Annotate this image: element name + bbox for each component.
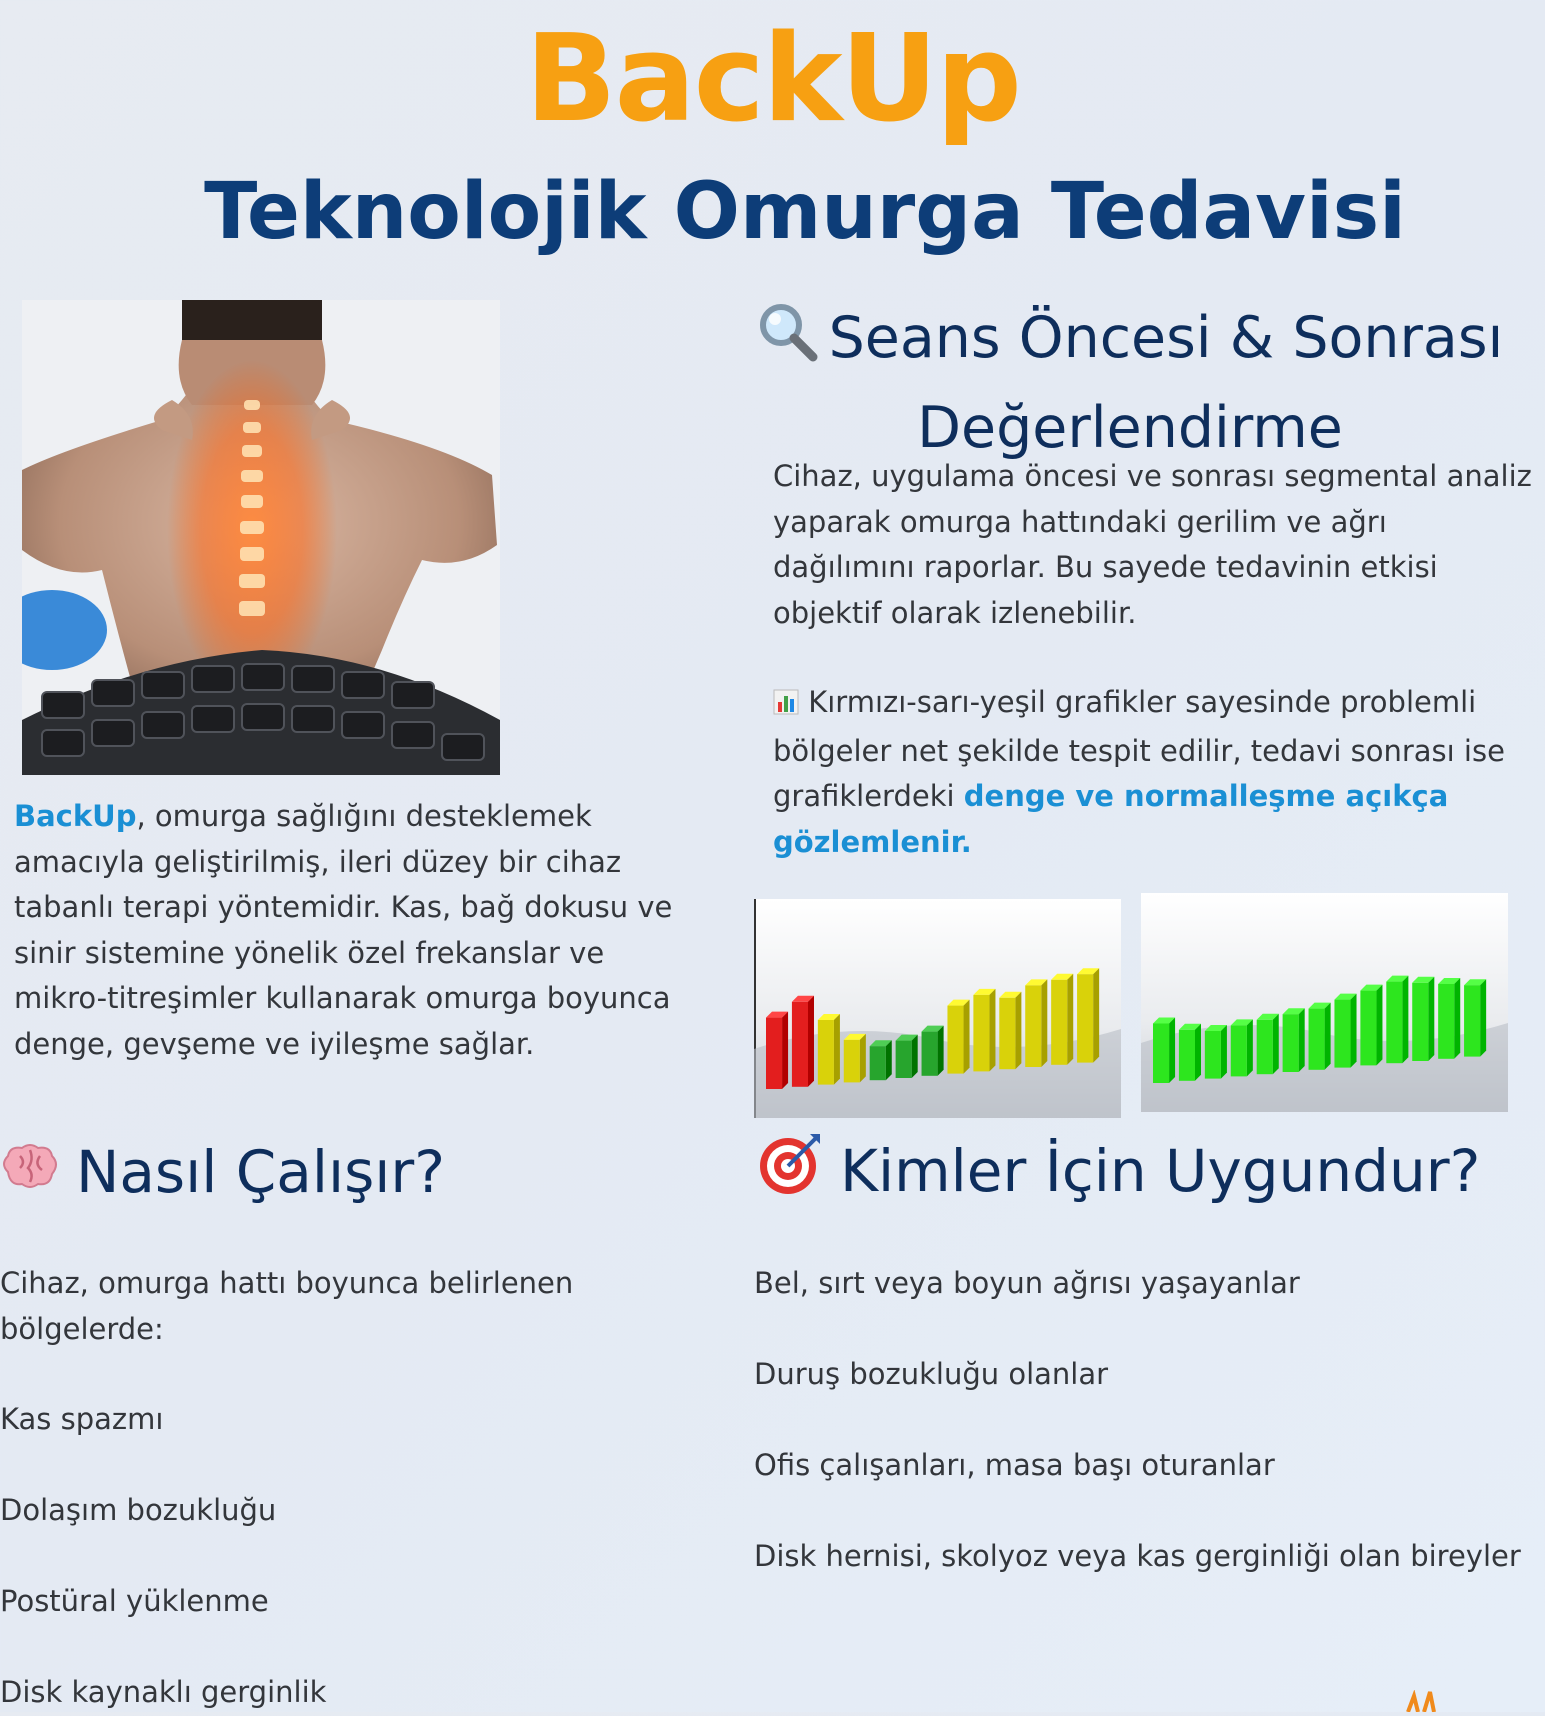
chart-bar [989, 989, 995, 1072]
chart-bar [1360, 991, 1376, 1066]
chart-bar [1273, 1014, 1279, 1074]
chart-bar [870, 1046, 886, 1080]
seans-chart-accent: denge ve normalleşme açıkça gözlemlenir. [773, 779, 1449, 859]
chart-bar [1309, 1009, 1325, 1070]
brand-title: BackUp [525, 10, 1020, 149]
who-title: Kimler İçin Uygundur? [840, 1137, 1481, 1205]
chart-bar [782, 1012, 788, 1089]
chart-bar [1231, 1025, 1247, 1076]
chart-bar [792, 1002, 808, 1087]
chart-bar [1464, 985, 1480, 1056]
how-lead: Cihaz, omurga hattı boyunca belirlenen bölgelerde: [0, 1266, 574, 1346]
chart-bar [1386, 982, 1402, 1064]
chart-bar [834, 1014, 840, 1085]
chart-bar [964, 1000, 970, 1074]
chart-bar [1169, 1018, 1175, 1084]
seans-heading [750, 296, 1510, 470]
how-list [0, 1261, 700, 1709]
seans-chart-paragraph [773, 680, 1533, 865]
chart-bar [1051, 980, 1067, 1065]
chart-bar [1041, 979, 1047, 1067]
intro-paragraph [14, 794, 694, 1067]
chart-bar [844, 1040, 860, 1083]
list-item: Kas spazmı [0, 1402, 164, 1436]
page-subtitle: Teknolojik Omurga Tedavisi [204, 167, 1406, 257]
chart-bar [999, 998, 1015, 1069]
chart-bar [1257, 1020, 1273, 1074]
chart-bar [922, 1032, 938, 1076]
chart-bar [766, 1018, 782, 1089]
list-item: Postüral yüklenme [0, 1584, 269, 1618]
list-item: Disk kaynaklı gerginlik [0, 1675, 327, 1709]
list-item: Ofis çalışanları, masa başı oturanlar [754, 1448, 1275, 1482]
how-title: Nasıl Çalışır? [76, 1138, 446, 1206]
chart-bar [938, 1026, 944, 1076]
seans-chart-text: Kırmızı-sarı-yeşil grafikler sayesinde problemli bölgeler net şekilde tespit edilir, tedavi sonrası ise grafiklerdeki [773, 685, 1505, 813]
chart-bar [1015, 992, 1021, 1069]
intro-brand-word: BackUp [14, 799, 137, 833]
chart-bar [947, 1006, 963, 1074]
list-item: Duruş bozukluğu olanlar [754, 1357, 1109, 1391]
bar-chart-icon [773, 683, 799, 729]
after-analysis-chart [1141, 893, 1508, 1112]
chart-bar [1454, 978, 1460, 1059]
spine-back-illustration [22, 300, 500, 775]
chart-bar [1351, 994, 1357, 1068]
chart-bar [1299, 1008, 1305, 1072]
chart-bar [818, 1020, 834, 1085]
magnifier-icon [757, 301, 819, 386]
chart-bar [1325, 1003, 1331, 1070]
chart-bar [1376, 985, 1382, 1066]
chart-bar [1221, 1025, 1227, 1079]
chart-bar [1412, 983, 1428, 1061]
chart-bar [1247, 1019, 1253, 1076]
target-icon [758, 1130, 824, 1212]
intro-text: , omurga sağlığını desteklemek amacıyla geliştirilmiş, ileri düzey bir cihaz tabanlı terapi yöntemidir. Kas, bağ dokusu ve sinir sistemine yönelik özel frekanslar ve mikro-titreşimler kullanarak omurga boyunca denge, gevşeme ve iyileşme sağlar. [14, 799, 673, 1061]
chart-bar [1334, 1000, 1350, 1068]
chart-bar [1480, 979, 1486, 1056]
chart-bar [1283, 1014, 1299, 1072]
chart-bar [1077, 974, 1093, 1062]
list-item: Dolaşım bozukluğu [0, 1493, 277, 1527]
chart-bar [1402, 976, 1408, 1064]
list-item: Bel, sırt veya boyun ağrısı yaşayanlar [754, 1266, 1300, 1300]
chart-bar [1067, 974, 1073, 1065]
who-heading [758, 1130, 1480, 1212]
seans-paragraph: Cihaz, uygulama öncesi ve sonrası segmental analiz yaparak omurga hattındaki gerilim ve ağrı dağılımını raporlar. Bu sayede tedavinin etkisi objektif olarak izlenebilir. [773, 459, 1532, 630]
chart-bar [1428, 977, 1434, 1061]
chart-bar [808, 996, 814, 1087]
chart-bar [896, 1041, 912, 1078]
chart-bar [1179, 1030, 1195, 1081]
chart-bar [1153, 1024, 1169, 1084]
chart-bar [886, 1040, 892, 1080]
decorative-spark-icon [1400, 1690, 1460, 1712]
seans-title-line2: Değerlendirme [917, 395, 1343, 461]
chart-bar [1093, 968, 1099, 1062]
chart-bar [1025, 985, 1041, 1067]
before-analysis-chart [754, 899, 1121, 1118]
chart-bar [1195, 1024, 1201, 1081]
how-heading [0, 1136, 445, 1208]
chart-bar [860, 1034, 866, 1083]
chart-bar [973, 995, 989, 1072]
chart-bar [1205, 1031, 1221, 1079]
list-item: Disk hernisi, skolyoz veya kas gerginliği olan bireyler [754, 1539, 1521, 1573]
chart-bar [912, 1035, 918, 1078]
brain-icon [0, 1136, 60, 1208]
seans-title-line1: Seans Öncesi & Sonrası [828, 305, 1504, 371]
chart-bar [1438, 984, 1454, 1059]
